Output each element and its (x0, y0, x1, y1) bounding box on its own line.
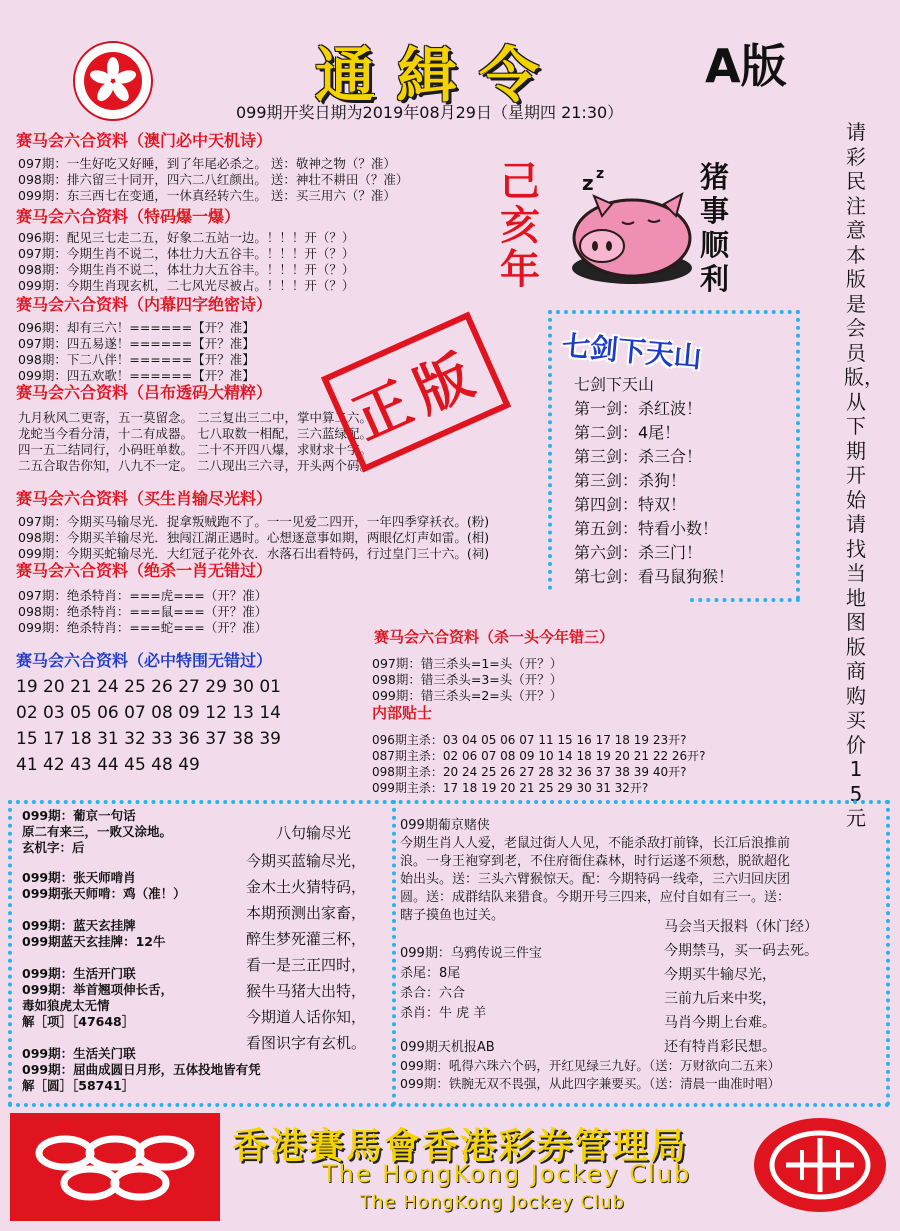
list-item: 098期：下二八伴！======【开？准】 (18, 352, 255, 367)
poem-line: 看一是三正四时， (246, 956, 367, 974)
poem-line: 醉生梦死灌三杯， (246, 930, 367, 948)
sword-item: 第二剑：4尾！ (574, 423, 681, 442)
page-title: 通緝令 (315, 41, 561, 111)
list-item: 圆。送：成群结队来猎食。今期开号三四来，应付自如有三一。送： (400, 890, 791, 905)
list-item: 099期蓝天玄挂牌：12牛 (22, 934, 166, 949)
footer-logo-left (10, 1113, 220, 1221)
horse-report-line: 今期买牛输尽光， (664, 967, 776, 983)
list-item: 099期：葡京一句话 (22, 808, 136, 823)
list-item: 087期主杀：02 06 07 08 09 10 14 18 19 20 21 22 26开? (372, 749, 706, 763)
list-item: 099期：今期生肖现玄机，二七风光尽被占。！！！开（？） (18, 278, 355, 293)
list-item: 毒如狼虎太无情 (22, 998, 110, 1013)
list-item: 解［项］［47648］ (22, 1014, 135, 1029)
poem-line: 本期预测出家畜， (246, 904, 367, 922)
section-title-buy-zodiac: 赛马会六合资料（买生肖输尽光料） (16, 489, 273, 508)
pig-illustration (552, 160, 697, 290)
list-item: 今期生肖人人爱，老鼠过街人人见，不能杀敌打前锋，长江后浪推前 (400, 836, 791, 851)
hk-emblem (72, 40, 154, 122)
sword-item: 第五剑：特看小数！ (574, 519, 719, 538)
dotted-border (392, 800, 396, 1106)
member-notice: 请彩民注意本版是会员版，从下期开始请找当地图版商购买价15元 (844, 120, 884, 830)
section-title-kill-one: 赛马会六合资料（绝杀一肖无错过） (16, 561, 273, 580)
footer-en-name-small: The HongKong Jockey Club (360, 1192, 625, 1213)
list-item: 浪。一身王袍穿到老，不住府衙住森林，时行运遂不须愁，脱欲超化 (400, 854, 791, 869)
svg-text:z: z (582, 171, 594, 195)
poem-line: 今期买蓝输尽光， (246, 852, 367, 870)
footer-cn-name: 香港賽馬會香港彩券管理局 (232, 1126, 689, 1167)
list-item: 099期：四五欢歌！======【开？准】 (18, 368, 255, 383)
list-item: 龙蛇当今看分清，十二有成器。 七八取数一相配，三六蓝绿配。 (18, 426, 372, 441)
list-item: 099期：生活关门联 (22, 1046, 136, 1061)
list-item: 098期主杀：20 24 25 26 27 28 32 36 37 38 39 40开? (372, 765, 687, 779)
list-item: 099期：乌鸦传说三件宝 (400, 946, 542, 961)
list-item: 097期：一生好吃又好睡，到了年尾必杀之。 送：敬神之物（？准） (18, 156, 396, 171)
section-title-macau: 赛马会六合资料（澳门必中天机诗） (16, 131, 273, 150)
new-year-label: 己亥年 (500, 159, 540, 293)
horse-report-line: 马会当天报料（休门经） (664, 919, 818, 935)
list-item: 099期：张天师啃肖 (22, 870, 136, 885)
section-title-must-hit: 赛马会六合资料（必中特围无错过） (16, 651, 273, 670)
footer-en-name: The HongKong Jockey Club (322, 1160, 692, 1188)
list-item: 097期：今期生肖不说二，体壮力大五谷丰。！！！开（？） (18, 246, 355, 261)
list-item: 096期：配见三七走二五，好象二五站一边。！！！开（？） (18, 230, 355, 245)
list-item: 098期：绝杀特肖：===鼠===（开？准） (18, 604, 268, 619)
list-item: 099期：蓝天玄挂牌 (22, 918, 136, 933)
list-item: 098期：排六留三十同开，四六二八红颜出。 送：神壮不耕田（？准） (18, 172, 409, 187)
list-item: 098期：今期生肖不说二，体壮力大五谷丰。！！！开（？） (18, 262, 355, 277)
footer-logo-right (750, 1114, 890, 1216)
list-item: 099期：错三杀头=2=头（开？） (372, 688, 563, 703)
dotted-border (886, 800, 890, 1106)
list-item: 097期：绝杀特肖：===虎===（开？准） (18, 588, 268, 603)
list-item: 099期：生活开门联 (22, 966, 136, 981)
list-item: 四一五二结同行，小码旺单数。 二十不开四八爆，求财求十字。 (18, 442, 372, 457)
horse-report-line: 三前九后来中奖， (664, 991, 776, 1007)
poem-title: 八句输尽光 (276, 824, 352, 842)
sword-item: 第六剑：杀三门！ (574, 543, 703, 562)
dotted-border (8, 1103, 890, 1107)
list-item: 二五合取告你知，八九不一定。 二八现出三六寻，开头两个码。 (18, 458, 372, 473)
draw-date: 099期开奖日期为2019年08月29日（星期四 21:30） (236, 103, 624, 122)
svg-text:z: z (596, 166, 605, 182)
list-item: 099期天机报AB (400, 1040, 495, 1055)
number-row: 15 17 18 31 32 33 36 37 38 39 (16, 729, 281, 749)
list-item: 099期：屈曲成圆日月形，五体投地皆有凭 (22, 1062, 261, 1077)
edition-label: A版 (705, 39, 787, 93)
sword-item: 第四剑：特双！ (574, 495, 687, 514)
dotted-border (690, 598, 800, 602)
horse-report-line: 还有特肖彩民想。 (664, 1039, 776, 1055)
sword-item: 第七剑：看马鼠狗猴！ (574, 567, 735, 586)
dotted-border (548, 310, 552, 590)
dotted-border (548, 310, 800, 314)
poem-line: 猴牛马猪大出特， (246, 982, 367, 1000)
list-item: 杀肖：牛 虎 羊 (400, 1006, 487, 1021)
list-item: 始出头。送：三头六臂猴惊天。配：今期特码一线牵，三六归回庆团 (400, 872, 791, 887)
good-luck-label: 猪事顺利 (700, 160, 730, 296)
list-item: 099期：吼得六珠六个码，开红见绿三九好。（送：万财欲向二五来） (400, 1058, 781, 1073)
list-item: 096期：却有三六！======【开？准】 (18, 320, 255, 335)
dotted-border (8, 800, 890, 804)
section-title-lubu: 赛马会六合资料（吕布透码大精粹） (16, 383, 273, 402)
list-item: 099期：举首翘项伸长舌， (22, 982, 174, 997)
horse-report-line: 今期禁马，买一码去死。 (664, 943, 818, 959)
list-item: 099期葡京赌侠 (400, 818, 490, 833)
section-title-four-char: 赛马会六合资料（内幕四字绝密诗） (16, 295, 273, 314)
list-item: 杀尾：8尾 (400, 966, 461, 981)
list-item: 097期：今期买马输尽光．捉拿叛贼跑不了。一一见爱二四开，一年四季穿袄衣。(粉) (18, 514, 490, 529)
section-title-special: 赛马会六合资料（特码爆一爆） (16, 207, 241, 226)
list-item: 099期：绝杀特肖：===蛇===（开？准） (18, 620, 268, 635)
number-row: 19 20 21 24 25 26 27 29 30 01 (16, 677, 281, 697)
genuine-stamp-text: 正版 (344, 339, 492, 453)
list-item: 098期：错三杀头=3=头（开？） (372, 672, 563, 687)
seven-swords-title: 七剑下天山 (574, 375, 655, 394)
seven-swords-banner: 七剑下天山 (560, 328, 704, 375)
sword-item: 第一剑：杀红波！ (574, 399, 703, 418)
section-title-inside-tip: 内部贴士 (372, 704, 433, 722)
list-item: 096期主杀：03 04 05 06 07 11 15 16 17 18 19 23开? (372, 733, 687, 747)
sword-item: 第三剑：杀三合！ (574, 447, 703, 466)
sword-item: 第三剑：杀狗！ (574, 471, 687, 490)
list-item: 解［圆］［58741］ (22, 1078, 135, 1093)
number-row: 41 42 43 44 45 48 49 (16, 755, 200, 775)
list-item: 098期：今期买羊输尽光．独闯江湖正遇时。心想逐意事如期，两眼亿灯声如雷。(相) (18, 530, 490, 545)
list-item: 099期：东三西七在变通，一休真经转六生。 送：买三用六（？准） (18, 188, 396, 203)
list-item: 097期：四五易遂！======【开？准】 (18, 336, 255, 351)
list-item: 九月秋风二更寄，五一莫留念。 二三复出三二中，掌中算二六。 (18, 410, 372, 425)
list-item: 099期张天师啃：鸡（准！） (22, 886, 186, 901)
poem-line: 看图识字有玄机。 (246, 1034, 367, 1052)
list-item: 玄机字：后 (22, 840, 85, 855)
poem-line: 金木土火猜特码， (246, 878, 367, 896)
section-title-kill-head: 赛马会六合资料（杀一头今年错三） (374, 628, 615, 646)
list-item: 原二有来三，一败又涂地。 (22, 824, 173, 839)
list-item: 杀合：六合 (400, 986, 466, 1001)
list-item: 099期主杀：17 18 19 20 21 25 29 30 31 32开? (372, 781, 649, 795)
list-item: 099期：今期买蛇输尽光．大红冠子花外衣．水落石出看特码，行过皇门三十六。(祠) (18, 546, 490, 561)
number-row: 02 03 05 06 07 08 09 12 13 14 (16, 703, 281, 723)
horse-report-line: 马肖今期上台难。 (664, 1015, 776, 1031)
list-item: 097期：错三杀头=1=头（开？） (372, 656, 563, 671)
poem-line: 今期道人话你知， (246, 1008, 367, 1026)
list-item: 099期：铁腕无双不畏强，从此四字兼要买。（送：清晨一曲准时唱） (400, 1076, 781, 1091)
list-item: 瞎子摸鱼也过关。 (400, 908, 505, 923)
dotted-border (8, 800, 12, 1106)
dotted-border (796, 310, 800, 600)
